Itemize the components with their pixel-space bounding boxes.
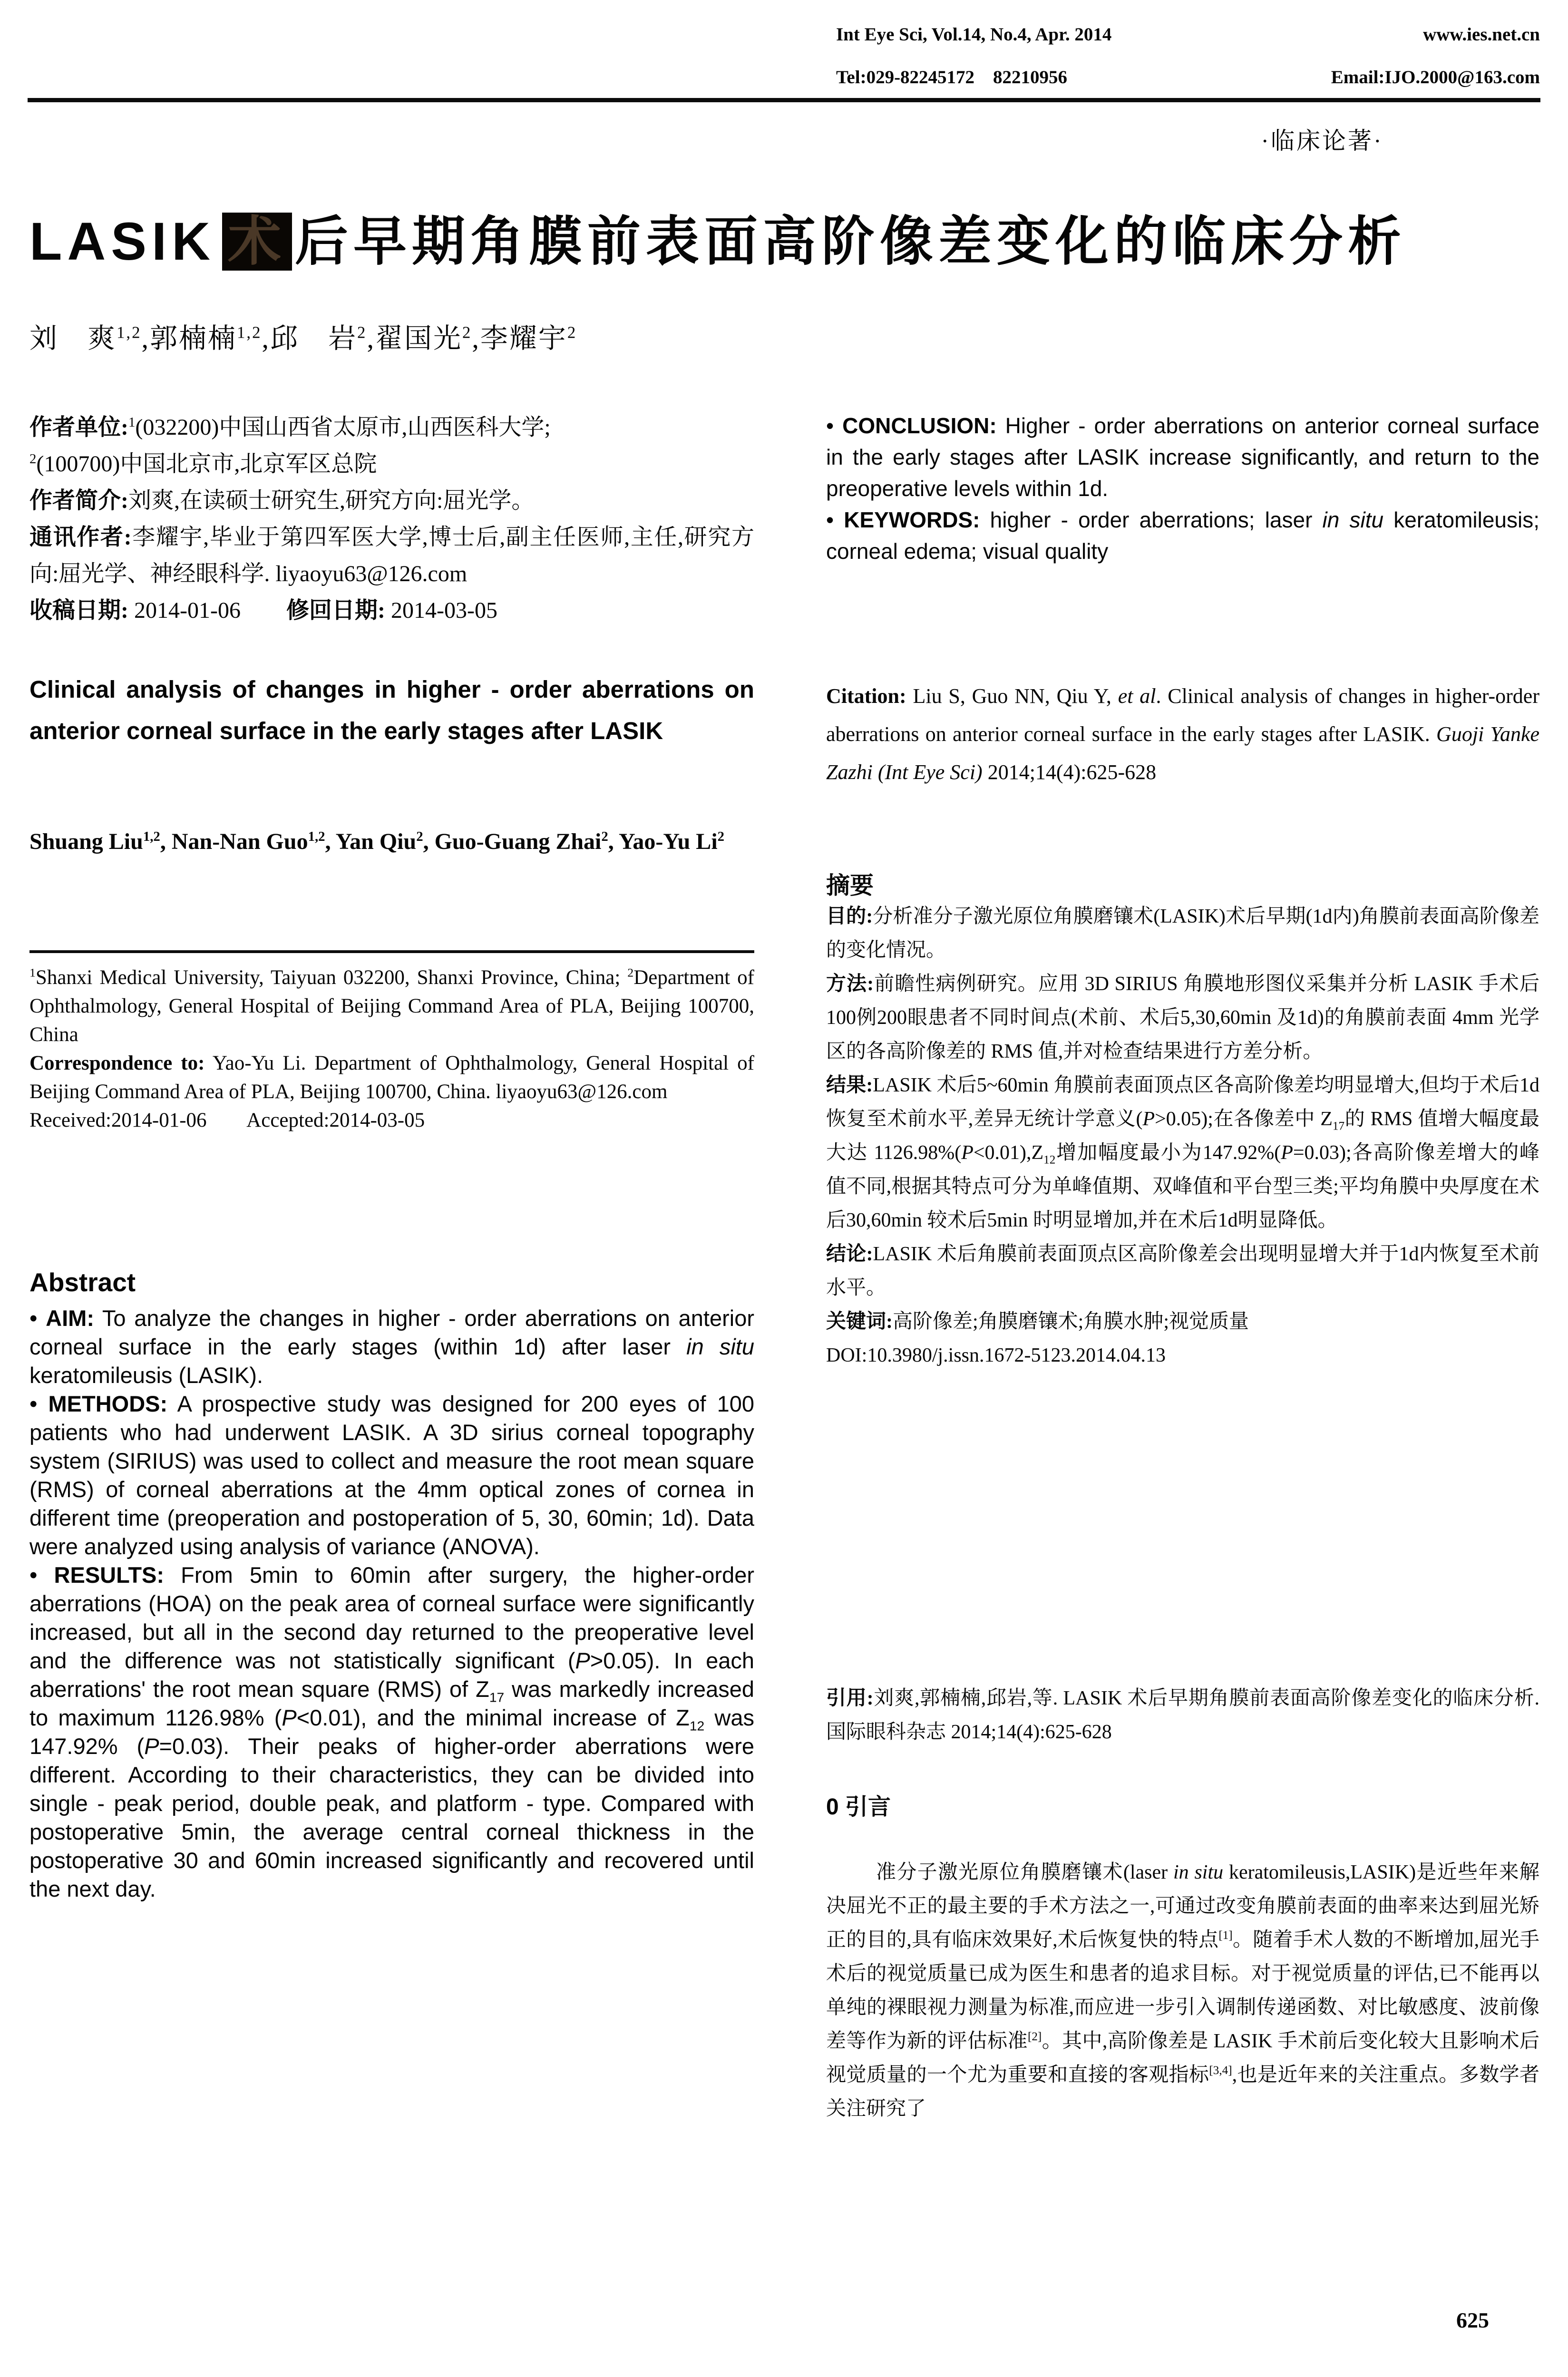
affiliations-en: $^1$Shanxi Medical University, Taiyuan 032200, Shanxi Province, China; $^2$Department of Ophthalmology, General Hospital of Beijing Command Area of PLA, Beijing 100700, China (29, 965, 754, 1046)
cn-abstract-keywords: 关键词:高阶像差;角膜磨镶术;角膜水肿;视觉质量 (826, 1311, 1249, 1333)
correspondence-en: Correspondence to: Yao-Yu Li. Department of Ophthalmology, General Hospital of Beijing Command Area of PLA, Beijing 100700, China. liyaoyu63@126.com (29, 1052, 754, 1103)
introduction-heading: 0 引言 (826, 1794, 891, 1820)
journal-header (836, 24, 1540, 88)
journal-website: www.ies.net.cn (1423, 24, 1540, 45)
abstract-body (29, 1304, 754, 1903)
author-meta-block (29, 409, 754, 629)
author-bio-cn: 作者简介:刘爽,在读硕士研究生,研究方向:屈光学。 (29, 488, 535, 513)
title-highlight-char: 术 (222, 213, 292, 271)
cn-abstract-conclusion: 结论:LASIK 术后角膜前表面顶点区高阶像差会出现明显增大并于1d内恢复至术前水平。 (826, 1243, 1539, 1299)
affiliation-block-en (29, 964, 754, 1135)
article-title-cn-suffix: 后早期角膜前表面高阶像差变化的临床分析 (295, 212, 1406, 271)
abstract-conclusion-block (826, 410, 1539, 567)
column-divider-rule (29, 950, 754, 953)
journal-volume-info: Int Eye Sci, Vol.14, No.4, Apr. 2014 (836, 24, 1112, 45)
doi-line: DOI:10.3980/j.issn.1672-5123.2014.04.13 (826, 1344, 1166, 1366)
author-affiliation-cn: 作者单位:$^1$(032200)中国山西省太原市,山西医科大学; $^2$(100700)中国北京市,北京军区总院 (29, 415, 551, 477)
journal-header-line2 (836, 67, 1540, 88)
abstract-conclusion: • CONCLUSION: Higher - order aberrations on anterior corneal surface in the early stages after LASIK increase significantly, and return to the preoperative levels within 1d. (826, 413, 1539, 501)
abstract-aim: • AIM: To analyze the changes in higher - order aberrations on anterior corneal surface in the early stages (within 1d) after laser in situ keratomileusis (LASIK). (29, 1305, 754, 1388)
page-number: 625 (1456, 2308, 1489, 2332)
journal-email: Email:IJO.2000@163.com (1331, 67, 1540, 88)
cn-abstract-results: 结果:LASIK 术后5~60min 角膜前表面顶点区各高阶像差均明显增大,但均于术后1d恢复至术前水平,差异无统计学意义(P>0.05);在各像差中 $Z_{17}$的 RMS 值增大幅度最大达 $1126.98\%(P<0.01),Z_{12}$增加幅度最小为147.92%(P=0.03);各高阶像差增大的峰值不同,根据其特点可分为单峰值期、双峰值和平台型三类;平均角膜中央厚度在术后30,60min 较术后5min 时明显增加,并在术后1d明显降低。 (826, 1074, 1539, 1231)
manuscript-dates-cn: 收稿日期: 2014-01-06 修回日期: 2014-03-05 (29, 598, 497, 623)
received-accepted-dates: Received:2014-01-06 Accepted:2014-03-05 (29, 1109, 425, 1131)
citation-en: Citation: Liu S, Guo NN, Qiu Y, et al. Clinical analysis of changes in higher-order aberrations on anterior corneal surface in the early stages after LASIK. Guoji Yanke Zazhi (Int Eye Sci) 2014;14(4):625-628 (826, 684, 1540, 784)
journal-header-line1 (836, 24, 1540, 46)
introduction-paragraph: 准分子激光原位角膜磨镶术(laser in situ keratomileusis,LASIK)是近些年来解决屈光不正的最主要的手术方法之一,可通过改变角膜前表面的曲率来达到屈光矫正的目的,具有临床效果好,术后恢复快的特点[1]。随着手术人数的不断增加,屈光手术后的视觉质量已成为医生和患者的追求目标。对于视觉质量的评估,已不能再以单纯的裸眼视力测量为标准,而应进一步引入调制传递函数、对比敏感度、波前像差等作为新的评估标准[2]。其中,高阶像差是 LASIK 手术前后变化较大且影响术后视觉质量的一个尤为重要和直接的客观指标[3,4],也是近年来的关注重点。多数学者关注研究了 (826, 1861, 1539, 2120)
abstract-results: • RESULTS: From 5min to 60min after surgery, the higher-order aberrations (HOA) on the peak area of corneal surface were significantly increased, but all in the second day returned to the preoperative level and the difference was not statistically significant (P>0.05). In each aberrations' the root mean square (RMS) of $Z_{17}$ was markedly increased to maximum 1126.98% (P<0.01), and the minimal increase of $Z_{12}$ was 147.92% (P=0.03). Their peaks of higher-order aberrations were different. According to their characteristics, they can be divided into single - peak period, double peak, and platform - type. Compared with postoperative 5min, the average central corneal thickness in the postoperative 30 and 60min increased significantly and recovered until the next day. (29, 1562, 755, 1901)
citation-cn: 引用:刘爽,郭楠楠,邱岩,等. LASIK 术后早期角膜前表面高阶像差变化的临床分析. 国际眼科杂志 2014;14(4):625-628 (826, 1687, 1539, 1743)
cn-abstract-aim: 目的:分析准分子激光原位角膜磨镶术(LASIK)术后早期(1d内)角膜前表面高阶像差的变化情况。 (826, 906, 1539, 961)
cn-abstract-heading: 摘要 (826, 872, 874, 899)
abstract-heading: Abstract (29, 1267, 136, 1297)
article-title-cn (29, 199, 1551, 275)
abstract-methods: • METHODS: A prospective study was designed for 200 eyes of 100 patients who had underwent LASIK. A 3D sirius corneal topography system (SIRIUS) was used to collect and measure the root mean square (RMS) of corneal aberrations at the 4mm optical zones of cornea in different time (preoperation and postoperation of 5, 30, 60min; 1d). Data were analyzed using analysis of variance (ANOVA). (29, 1391, 755, 1559)
article-title-cn-prefix: LASIK (29, 212, 215, 271)
cn-abstract-body (826, 900, 1539, 1373)
section-label: ·临床论著· (1261, 127, 1383, 154)
corresponding-author-cn: 通讯作者:李耀宇,毕业于第四军医大学,博士后,副主任医师,主任,研究方向:屈光学、神经眼科学. liyaoyu63@126.com (29, 525, 754, 586)
authors-cn: 刘 爽$^{1,2}$,郭楠楠$^{1,2}$,邱 岩$^2$,翟国光$^2$,李耀宇$^2$ (29, 323, 577, 354)
header-rule (28, 98, 1540, 102)
article-title-en: Clinical analysis of changes in higher - order aberrations on anterior corneal surface in the early stages after LASIK (29, 676, 754, 744)
cn-abstract-methods: 方法:前瞻性病例研究。应用 3D SIRIUS 角膜地形图仪采集并分析 LASIK 手术后100例200眼患者不同时间点(术前、术后5,30,60min 及1d)的角膜前表面 4mm 光学区的各高阶像差的 RMS 值,并对检查结果进行方差分析。 (826, 973, 1539, 1062)
journal-phone: Tel:029-82245172 82210956 (836, 67, 1068, 88)
abstract-keywords: • KEYWORDS: higher - order aberrations; laser in situ keratomileusis; corneal edema; visual quality (826, 507, 1539, 564)
authors-en: Shuang Liu$^{1,2}$, Nan-Nan Guo$^{1,2}$, Yan Qiu$^2$, Guo-Guang Zhai$^2$, Yao-Yu Li$^2$ (29, 829, 725, 854)
